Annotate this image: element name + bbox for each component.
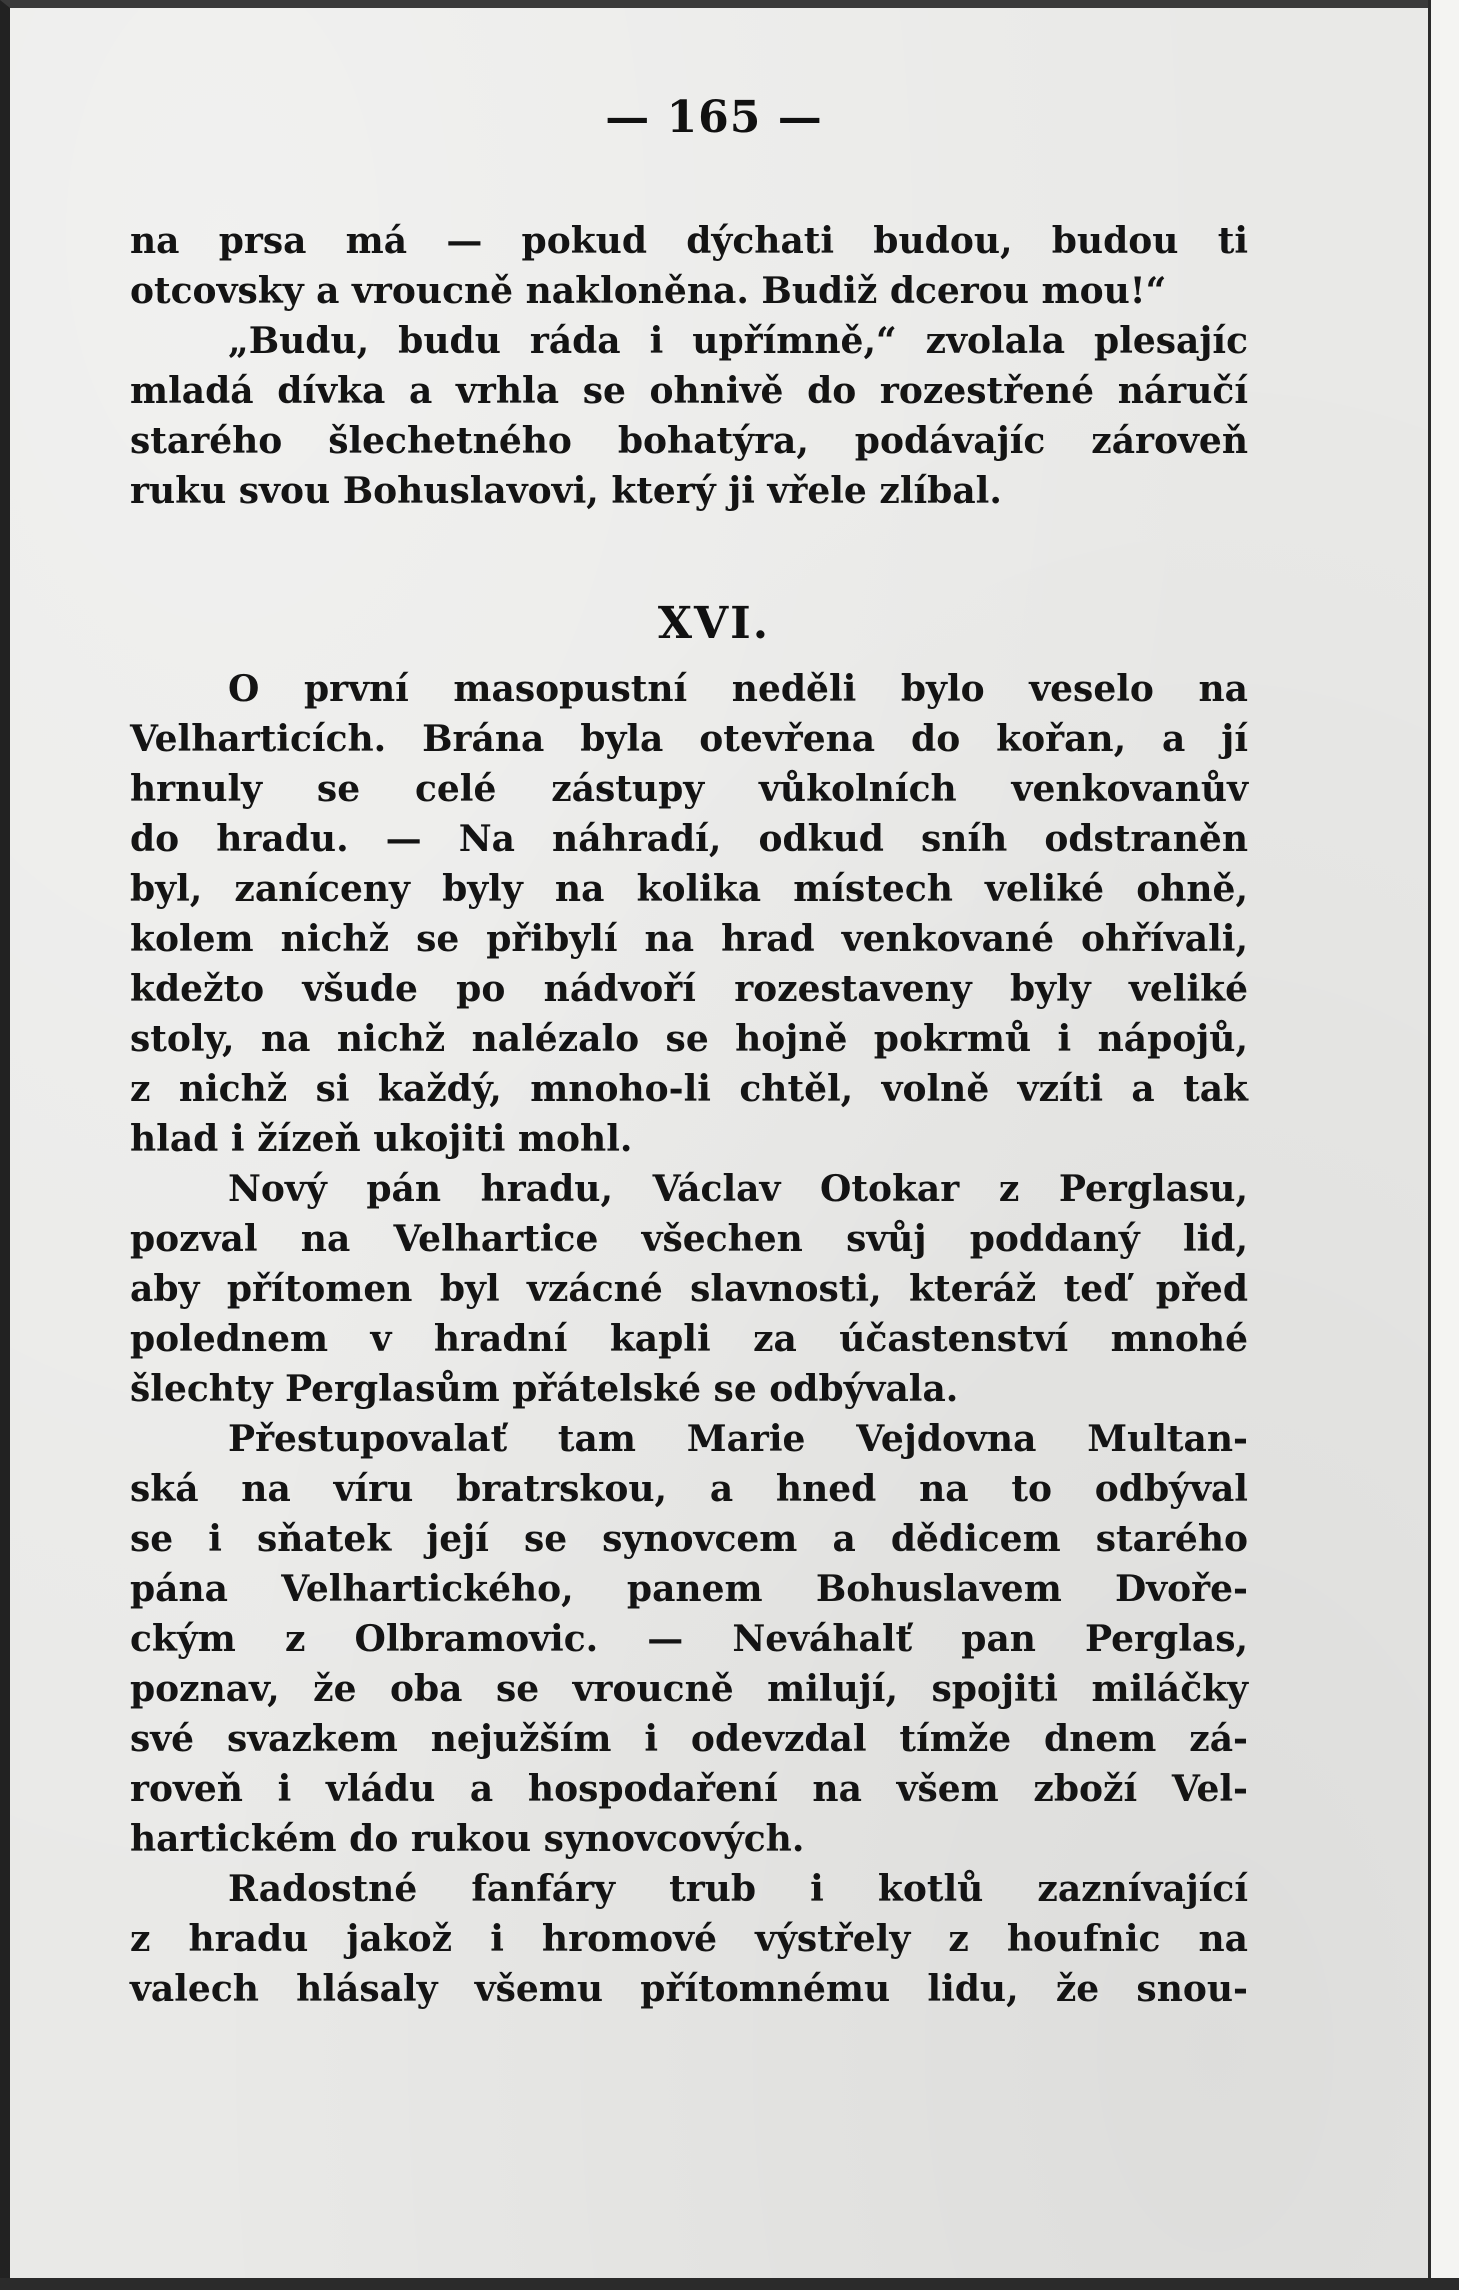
text-line: roveň i vládu a hospodaření na všem zboží Vel-	[130, 1768, 1248, 1810]
text-line: pána Velhartického, panem Bohuslavem Dvoře-	[130, 1568, 1248, 1610]
page-edge	[1428, 0, 1459, 2290]
text-line: hlad i žízeň ukojiti mohl.	[130, 1118, 633, 1160]
text-line: ruku svou Bohuslavovi, který ji vřele zlíbal.	[130, 470, 1002, 512]
text-line: ská na víru bratrskou, a hned na to odbýval	[130, 1468, 1248, 1510]
text-line: mladá dívka a vrhla se ohnivě do rozestřené náručí	[130, 370, 1248, 412]
chapter-heading: XVI.	[657, 598, 771, 649]
paragraph	[130, 1164, 1248, 1414]
page-bottom-border	[0, 2278, 1459, 2290]
paragraph	[130, 664, 1248, 1164]
text-line: otcovsky a vroucně nakloněna. Budiž dcerou mou!“	[130, 270, 1167, 312]
text-line: starého šlechetného bohatýra, podávajíc zároveň	[130, 420, 1248, 462]
paragraph	[130, 1414, 1248, 1864]
text-line: poznav, že oba se vroucně milují, spojiti miláčky	[130, 1668, 1248, 1710]
text-line: Velharticích. Brána byla otevřena do kořan, a jí	[130, 718, 1248, 760]
text-line: „Budu, budu ráda i upřímně,“ zvolala plesajíc	[228, 320, 1248, 362]
text-line: kolem nichž se přibylí na hrad venkované ohřívali,	[130, 918, 1248, 960]
text-line: z nichž si každý, mnoho-li chtěl, volně vzíti a tak	[130, 1068, 1248, 1110]
text-line: do hradu. — Na náhradí, odkud sníh odstraněn	[130, 818, 1248, 860]
text-line: se i sňatek její se synovcem a dědicem starého	[130, 1518, 1248, 1560]
text-line: byl, zaníceny byly na kolika místech veliké ohně,	[130, 868, 1248, 910]
chapter-body	[130, 664, 1248, 2014]
top-paragraph	[130, 216, 1248, 516]
text-line: Radostné fanfáry trub i kotlů zaznívající	[228, 1868, 1248, 1910]
text-line: Přestupovalať tam Marie Vejdovna Multan-	[228, 1418, 1248, 1460]
text-line: stoly, na nichž nalézalo se hojně pokrmů i nápojů,	[130, 1018, 1248, 1060]
paragraph	[130, 1864, 1248, 2014]
text-line: šlechty Perglasům přátelské se odbývala.	[130, 1368, 959, 1410]
text-line: polednem v hradní kapli za účastenství mnohé	[130, 1318, 1248, 1360]
text-line: na prsa má — pokud dýchati budou, budou ti	[130, 220, 1248, 262]
text-line: hrnuly se celé zástupy vůkolních venkovanův	[130, 768, 1248, 810]
text-line: Nový pán hradu, Václav Otokar z Perglasu,	[228, 1168, 1248, 1210]
text-line: aby přítomen byl vzácné slavnosti, kteráž teď před	[130, 1268, 1248, 1310]
text-line: ckým z Olbramovic. — Neváhalť pan Perglas,	[130, 1618, 1248, 1660]
text-line: O první masopustní neděli bylo veselo na	[228, 668, 1248, 710]
page-number: — 165 —	[605, 92, 823, 143]
text-line: kdežto všude po nádvoří rozestaveny byly veliké	[130, 968, 1248, 1010]
text-line: své svazkem nejužším i odevzdal tímže dnem zá-	[130, 1718, 1248, 1760]
text-line: z hradu jakož i hromové výstřely z houfnic na	[130, 1918, 1248, 1960]
text-line: hartickém do rukou synovcových.	[130, 1818, 805, 1860]
text-line: valech hlásaly všemu přítomnému lidu, že snou-	[130, 1968, 1248, 2010]
text-line: pozval na Velhartice všechen svůj poddaný lid,	[130, 1218, 1248, 1260]
